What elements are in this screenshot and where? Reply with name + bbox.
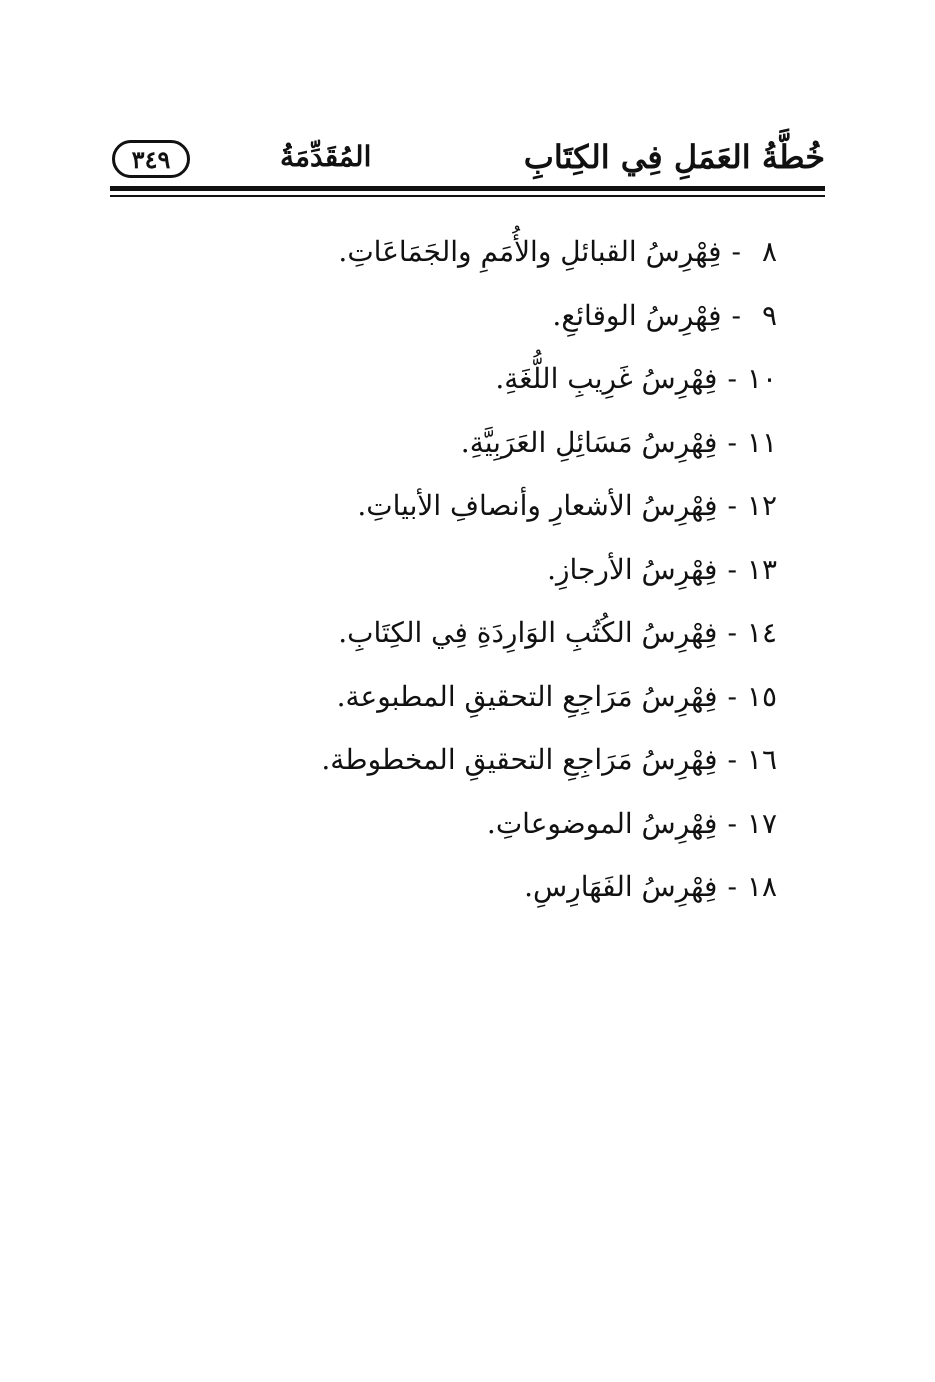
item-text: فِهْرِسُ الوقائعِ. — [552, 298, 722, 332]
item-number: ٨ — [761, 235, 777, 268]
list-item — [277, 804, 777, 868]
item-dash: - — [727, 362, 737, 395]
index-list — [277, 232, 777, 931]
item-dash: - — [731, 298, 741, 332]
item-dash: - — [727, 489, 737, 522]
list-item — [277, 613, 777, 677]
item-text: فِهْرِسُ غَرِيبِ اللُّغَةِ. — [495, 362, 718, 395]
page-number-badge: ٣٤٩ — [112, 140, 190, 178]
item-text: فِهْرِسُ مَرَاجِعِ التحقيقِ المطبوعة. — [336, 679, 718, 713]
page-header — [110, 128, 825, 188]
item-text: فِهْرِسُ مَرَاجِعِ التحقيقِ المخطوطة. — [321, 743, 718, 776]
item-number: ١٣ — [746, 552, 777, 586]
running-title-section: المُقَدِّمَةُ — [280, 140, 372, 173]
item-number: ١٠ — [746, 362, 777, 395]
header-rule-thick — [110, 186, 825, 191]
item-number: ١٨ — [746, 870, 777, 903]
item-text: فِهْرِسُ الفَهَارِسِ. — [524, 870, 718, 903]
item-dash: - — [727, 743, 737, 776]
list-item — [277, 359, 777, 423]
item-text: فِهْرِسُ القبائلِ والأُمَمِ والجَمَاعَاتِ. — [338, 235, 722, 268]
item-dash: - — [727, 679, 737, 713]
header-rule-thin — [110, 195, 825, 197]
item-dash: - — [727, 616, 737, 649]
item-text: فِهْرِسُ مَسَائِلِ العَرَبِيَّةِ. — [460, 425, 718, 459]
list-item — [277, 740, 777, 804]
item-number: ١٥ — [746, 679, 777, 713]
list-item — [277, 550, 777, 614]
list-item — [277, 296, 777, 360]
item-text: فِهْرِسُ الأشعارِ وأنصافِ الأبياتِ. — [357, 489, 718, 522]
item-number: ١٧ — [746, 806, 777, 840]
item-number: ١٦ — [746, 743, 777, 776]
item-dash: - — [727, 425, 737, 459]
item-number: ١٤ — [746, 616, 777, 649]
item-text: فِهْرِسُ الكُتُبِ الوَارِدَةِ فِي الكِتَابِ. — [338, 616, 718, 649]
list-item — [277, 232, 777, 296]
item-dash: - — [727, 552, 737, 586]
item-number: ٩ — [761, 298, 777, 332]
item-text: فِهْرِسُ الأرجازِ. — [547, 552, 718, 586]
running-title-chapter: خُطَّةُ العَمَلِ فِي الكِتَابِ — [523, 138, 825, 176]
item-number: ١٢ — [746, 489, 777, 522]
item-dash: - — [727, 870, 737, 903]
item-dash: - — [727, 806, 737, 840]
item-text: فِهْرِسُ الموضوعاتِ. — [486, 806, 718, 840]
list-item — [277, 423, 777, 487]
item-number: ١١ — [746, 425, 777, 459]
list-item — [277, 677, 777, 741]
list-item — [277, 486, 777, 550]
list-item — [277, 867, 777, 931]
item-dash: - — [731, 235, 741, 268]
